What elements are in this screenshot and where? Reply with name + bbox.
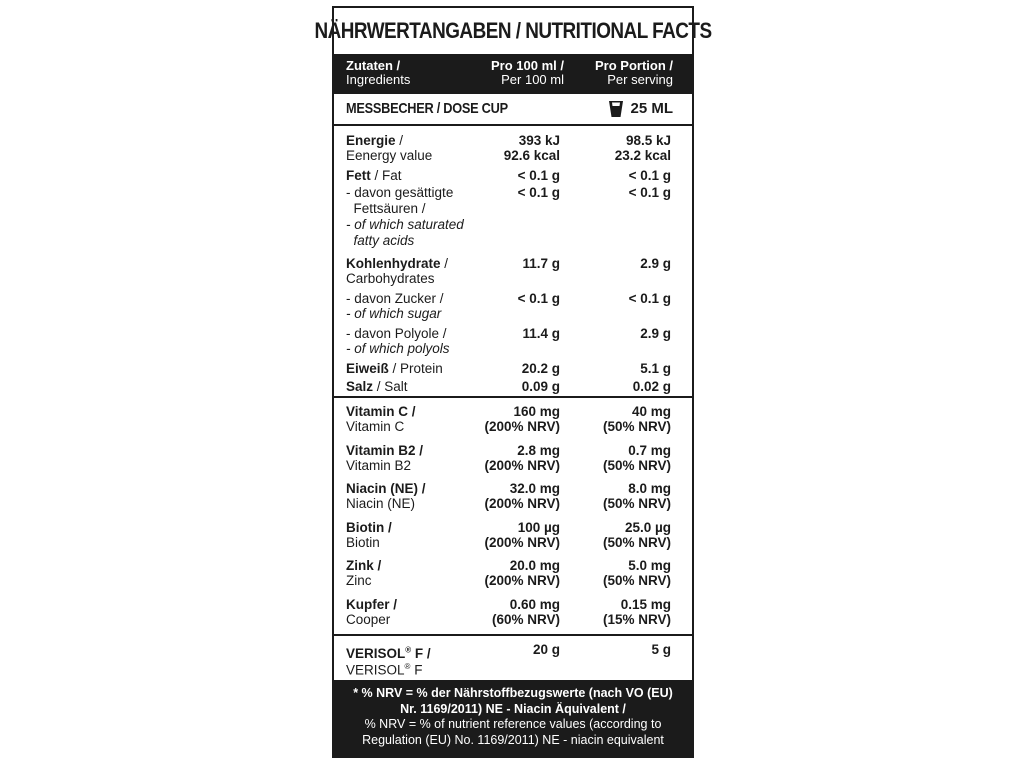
verisol-section: VERISOL® F / VERISOL® F 20 g 5 g: [334, 634, 692, 674]
section-divider: [334, 634, 692, 636]
per-100ml-header: Pro 100 ml / Per 100 ml: [491, 58, 564, 87]
macros-section: Energie / Eenergy value 393 kJ 92.6 kcal 98.5 kJ 23.2 kcal Fett / Fat < 0.1 g < 0.1 g - davon gesättigte Fettsäuren / - of which saturated fatty acids < 0.1 g < 0.1 g Kohlenhydrate / Carbohydrates 11.7 g 2.9 g - davon Zucker / - of which sugar < 0.1 g < 0.1 g - davon Polyole / - of which polyols 11.4 g 2.9 g Eiweiß / Protein 20.2 g 5.1 g Salz / Salt 0.09 g 0.02 g: [334, 126, 692, 396]
vitamins-section: Vitamin C / Vitamin C 160 mg (200% NRV) 40 mg (50% NRV) Vitamin B2 / Vitamin B2 2.8 mg (200% NRV) 0.7 mg (50% NRV) Niacin (NE) / Niacin (NE) 32.0 mg (200% NRV) 8.0 mg (50% NRV) Biotin / Biotin 100 µg (200% NRV) 25.0 µg (50% NRV) Zink / Zinc 20.0 mg (200% NRV) 5.0 mg (50% NRV) Kupfer / Cooper 0.60 mg (60% NRV) 0.15 mg (15% NRV): [346, 404, 671, 627]
dose-cup-label: MESSBECHER / DOSE CUP: [346, 100, 508, 117]
per-serving-header: Pro Portion / Per serving: [595, 58, 673, 87]
ingredients-header: Zutaten / Ingredients: [346, 58, 411, 87]
dose-amount: 25 ML: [609, 100, 673, 117]
nrv-footnote: * % NRV = % der Nährstoffbezugswerte (nach VO (EU) Nr. 1169/2011) NE - Niacin Äquivalent / % NRV = % of nutrient reference values (according to Regulation (EU) No. 1169/2011) NE - niacin equivalent: [334, 680, 692, 756]
nutrition-label: [314, 6, 712, 758]
dose-cup-row: [334, 94, 692, 126]
measuring-cup-icon: [609, 101, 623, 117]
column-header: [334, 54, 692, 94]
label-title: NÄHRWERTANGABEN / NUTRITIONAL FACTS: [314, 18, 712, 43]
